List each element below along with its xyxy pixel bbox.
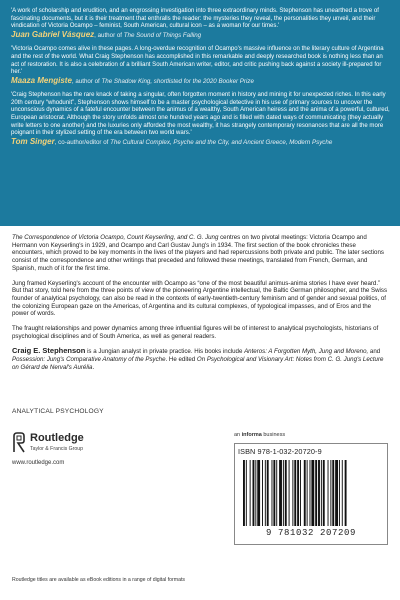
reviewer-credit: , co-author/editor of The Cultural Complex, Psyche and the City, and Ancient Greece, Modern Psyche — [54, 139, 333, 147]
publisher-logo — [12, 432, 132, 470]
reviewer-credit: , author of The Shadow King, shortlisted for the 2020 Booker Prize — [71, 77, 254, 85]
author-name: Craig E. Stephenson — [12, 346, 86, 356]
ebook-note: Routledge titles are available as eBook editions in a range of digital formats — [12, 577, 186, 583]
author-bio: Craig E. Stephenson is a Jungian analyst in private practice. His books include Anteros: A Forgotten Myth, Jung and Moreno, and Possession: Jung's Comparative Anatomy of the Psyche. He edited On Psychological and Visionary Art: Notes from C. G. Jung's Lecture on Gérard de Nerval's Aurélia. — [12, 346, 384, 371]
isbn-barcode-box — [234, 443, 388, 545]
book-title: The Correspondence of Victoria Ocampo, Count Keyserling, and C. G. Jung — [12, 234, 219, 241]
review-quote: 'A work of scholarship and erudition, and an engrossing investigation into three extraordinary minds. Stephenson has unearthed a trove of fascinating documents, but it is their treatment that enthralls the reader: the mysteries they reveal, the personalities they unveil, and their vindication of Victoria Ocampo – feminist, South American, cultural icon – as a woman for our times.' — [11, 8, 379, 30]
reviewer-credit: , author of The Sound of Things Falling — [94, 32, 202, 40]
publisher-website: www.routledge.com — [12, 460, 65, 466]
reviews-panel — [0, 0, 400, 226]
review-quote: 'Craig Stephenson has the rare knack of taking a singular, often forgotten moment in history and mining it for unexpected riches. In this early 20th century “whodunit”, Stephenson shows himself to be a master psychological detective in his use of primary sources to uncover the unconscious dynamics of a fateful encounter between the animus of a wealthy, South American heiress and the anima of a powerful, cultured, European aristocrat. Although the story unfolds almost one hundred years ago and is filled with dated ways of communicating (they actually write letters to one another) and the luxuries only afforded the most wealthy, it has strangely contemporary resonances that are all the more poignant in their stylized setting of the era between two world wars.' — [11, 91, 390, 137]
description-paragraph: The fraught relationships and power dynamics among three influential figures will be of interest to analytical psychologists, historians of psychological disciplines and of South America, as well as general readers. — [12, 325, 379, 340]
routledge-logo-icon — [12, 432, 26, 454]
publisher-group: Taylor & Francis Group — [30, 446, 84, 452]
review-attribution — [11, 138, 390, 147]
description-paragraph: Jung framed Keyserling's account of the encounter with Ocampo as “one of the most beautiful animus-anima stories I have ever heard.” But that story, told here from the three points of view of the pioneering Argentine intellectual, the Baltic German philosopher, and the Swiss founder of analytical psychology, can also be read in the contexts of early-twentieth-century feminism and of gender and sexual politics, of the colonizing European gaze on the Americas, of Argentina and its cultural complexes, of typological impasses, and of Eros and the power of words. — [12, 279, 388, 318]
reviewer-name: Tom Singer — [11, 137, 55, 147]
reviewer-name: Juan Gabriel Vásquez — [11, 30, 95, 40]
review-attribution — [11, 31, 390, 40]
isbn-label: ISBN 978-1-032-20720-9 — [238, 447, 322, 456]
review-quote: 'Victoria Ocampo comes alive in these pages. A long-overdue recognition of Ocampo's massive influence on the literary culture of Argentina and the rest of the world. What Craig Stephenson has accomplished in this remarkable and deeply researched book is nothing less than an act of restoration. It is also a celebration of a brilliant South American writer, editor, and critic pushing back against a society ill-prepared for her.' — [11, 46, 384, 76]
description-paragraph: The Correspondence of Victoria Ocampo, Count Keyserling, and C. G. Jung centres on two pivotal meetings: Victoria Ocampo and Hermann von Keyserling's in 1929, and Ocampo and Carl Gustav Jung's in 1934. The first section of the book chronicles these encounters, which proved to be key moments in the lives of the players and had repercussions both private and public. The later sections consist of the correspondence and other writings that preceded and followed these meetings, translated from French, German, and Spanish, much of it for the first time. — [12, 234, 384, 272]
informa-line: an informa business — [234, 432, 286, 438]
reviewer-name: Maaza Mengiste — [11, 75, 72, 85]
barcode-icon — [241, 460, 383, 526]
subject-category: ANALYTICAL PSYCHOLOGY — [12, 408, 104, 415]
publisher-brand: Routledge — [30, 432, 84, 444]
barcode-digits: 9 781032 207209 — [265, 528, 356, 538]
review-attribution — [11, 77, 390, 86]
